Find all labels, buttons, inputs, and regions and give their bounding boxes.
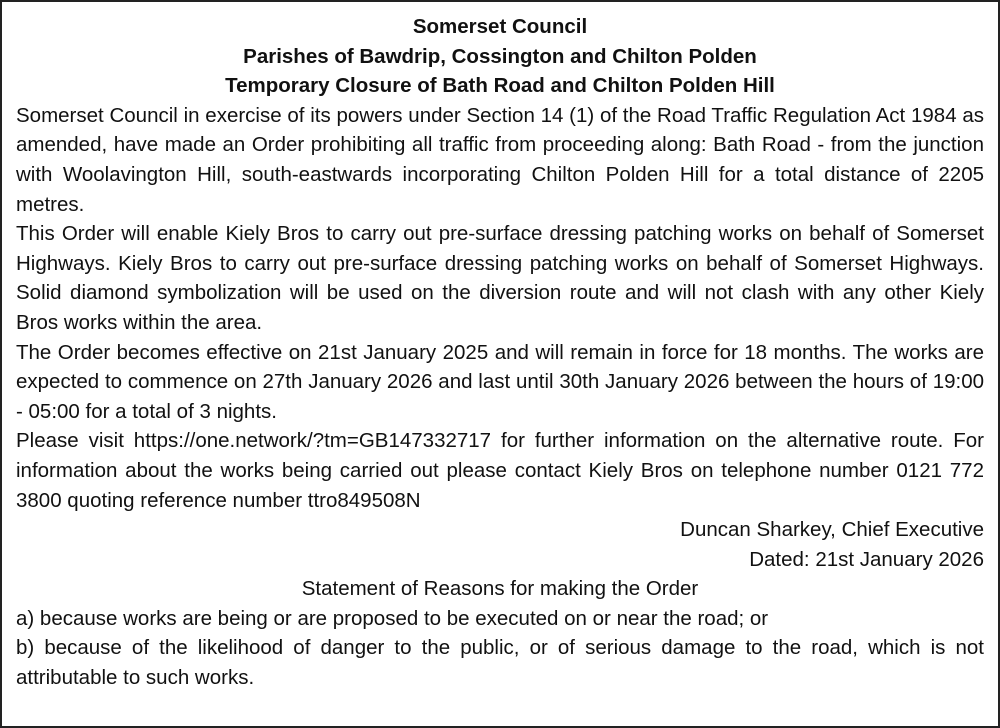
notice-parishes-heading: Parishes of Bawdrip, Cossington and Chilton Polden — [243, 44, 757, 68]
dated-line: Dated: 21st January 2026 — [749, 547, 984, 571]
notice-authority-heading: Somerset Council — [412, 15, 588, 38]
signatory: Duncan Sharkey, Chief Executive — [680, 518, 984, 542]
reason-item-b: b) because of the likelihood of danger to the public, or of serious damage to the road, which is not attributable to such works. — [16, 636, 984, 690]
works-paragraph: This Order will enable Kiely Bros to carry out pre-surface dressing patching works on behalf of Somerset Highways. Kiely Bros to carry out pre-surface dressing patching works on behalf of Somerset Highways. Solid diamond symbolization will be used on the diversion route and will not clash with any other Kiely Bros works within the area. — [16, 222, 984, 334]
effective-dates-paragraph: The Order becomes effective on 21st January 2025 and will remain in force for 18 months. The works are expected to commence on 27th January 2026 and last until 30th January 2026 between the hours of 19:00 - 05:00 for a total of 3 nights. — [16, 340, 984, 423]
reasons-heading: Statement of Reasons for making the Order — [301, 577, 699, 601]
contact-paragraph: Please visit https://one.network/?tm=GB147332717 for further information on the alternative route. For information about the works being carried out please contact Kiely Bros on telephone number 0121 772 3800 quoting reference number ttro849508N — [16, 429, 984, 512]
order-paragraph: Somerset Council in exercise of its powers under Section 14 (1) of the Road Traffic Regulation Act 1984 as amended, have made an Order prohibiting all traffic from proceeding along: Bath Road - from the junction with Woolavington Hill, south-eastwards incorporating Chilton Polden Hill for a total distance of 2205 metres. — [16, 103, 984, 216]
reason-item-a: a) because works are being or are proposed to be executed on or near the road; or — [16, 606, 769, 630]
notice-closure-heading: Temporary Closure of Bath Road and Chilton Polden Hill — [225, 74, 775, 98]
